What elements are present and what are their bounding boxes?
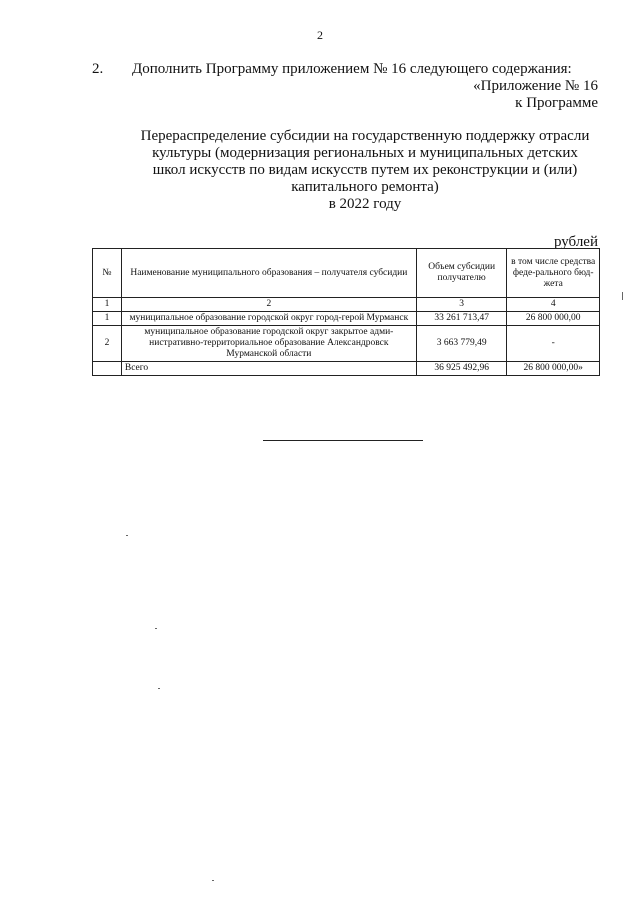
header-federal-funds: в том числе средства феде-рального бюд-жета (507, 249, 600, 298)
scan-speck (622, 292, 623, 300)
federal-amount: - (507, 326, 600, 362)
total-federal-amount: 26 800 000,00» (507, 362, 600, 376)
header-number: № (93, 249, 122, 298)
column-number-row (93, 298, 600, 312)
total-row (93, 362, 600, 376)
header-subsidy-amount: Объем субсидии получателю (416, 249, 507, 298)
row-number: 1 (93, 312, 122, 326)
table-row (93, 312, 600, 326)
title-line-5: в 2022 году (328, 196, 402, 212)
federal-amount: 26 800 000,00 (507, 312, 600, 326)
units-label: рублей (553, 234, 598, 250)
item-number: 2. (92, 61, 104, 77)
subsidy-amount: 33 261 713,47 (416, 312, 507, 326)
appendix-header (473, 78, 598, 112)
amendment-item (92, 60, 602, 78)
appendix-line-2: к Программе (515, 95, 598, 111)
page-number: 2 (317, 28, 323, 42)
column-number: 2 (121, 298, 416, 312)
title-line-2: культуры (модернизация региональных и муниципальных детских (152, 145, 578, 161)
column-number: 3 (416, 298, 507, 312)
total-amount: 36 925 492,96 (416, 362, 507, 376)
scan-speck (212, 880, 214, 881)
item-text: Дополнить Программу приложением № 16 следующего содержания: (132, 61, 572, 77)
total-empty-cell (93, 362, 122, 376)
table-row (93, 326, 600, 362)
scan-speck (158, 688, 160, 689)
recipient-name: муниципальное образование городской округ город-герой Мурманск (121, 312, 416, 326)
closing-rule (263, 440, 423, 441)
table-header-row (93, 249, 600, 298)
title-line-1: Перераспределение субсидии на государственную поддержку отрасли (140, 128, 590, 144)
scan-speck (155, 628, 157, 629)
title-line-3: школ искусств по видам искусств путем их реконструкции и (или) (152, 162, 578, 178)
appendix-line-1: «Приложение № 16 (473, 78, 598, 94)
scan-speck (126, 535, 128, 536)
row-number: 2 (93, 326, 122, 362)
document-title (130, 128, 600, 213)
total-label: Всего (121, 362, 416, 376)
recipient-name: муниципальное образование городской округ закрытое адми-нистративно-территориальное образование Александровск Мурманской области (121, 326, 416, 362)
header-recipient: Наименование муниципального образования – получателя субсидии (121, 249, 416, 298)
column-number: 1 (93, 298, 122, 312)
subsidy-amount: 3 663 779,49 (416, 326, 507, 362)
title-line-4: капитального ремонта) (291, 179, 439, 195)
subsidy-table (92, 248, 600, 376)
column-number: 4 (507, 298, 600, 312)
